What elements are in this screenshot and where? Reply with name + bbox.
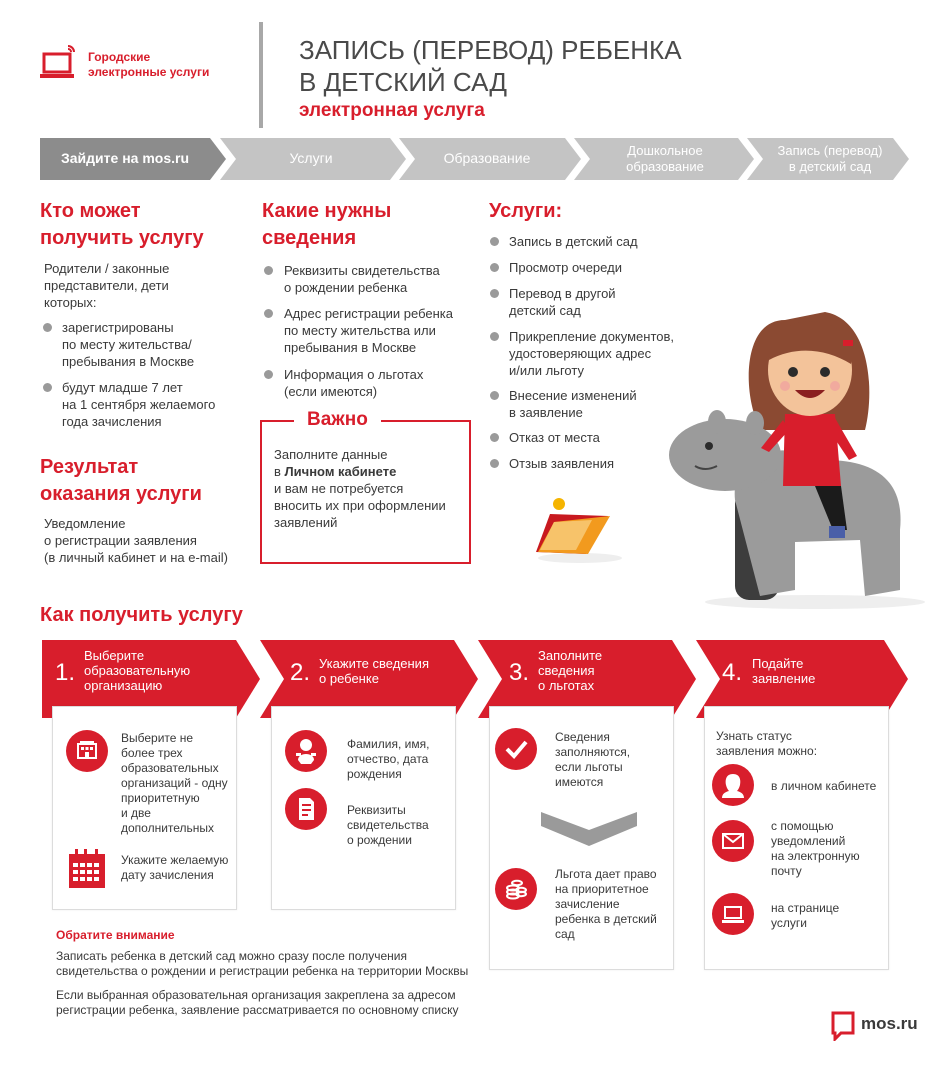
service-item-5b: в заявление [509, 405, 583, 420]
step-2-line2: о ребенке [319, 671, 379, 686]
important-line1: Заполните данные [274, 447, 388, 462]
step-1-line2: образовательную [84, 663, 191, 678]
document-icon [285, 788, 327, 830]
service-item-4b: удостоверяющих адрес [509, 346, 652, 361]
step-3-number: 3. [509, 659, 530, 686]
result-text-3: (в личный кабинет и на e-mail) [44, 550, 228, 565]
school-icon [66, 730, 108, 772]
p4-c-2: услуги [771, 916, 807, 930]
info-title-line2: сведения [262, 227, 357, 249]
calendar-icon [67, 848, 107, 890]
info-b1-1: Реквизиты свидетельства [284, 263, 440, 278]
step-1-line1: Выберите [84, 648, 145, 663]
who-b1-3: пребывания в Москве [62, 354, 195, 369]
p3-b-4: ребенка в детский [555, 912, 657, 926]
service-item-4a: Прикрепление документов, [509, 329, 675, 344]
p1-a-4: организаций - одну [121, 776, 228, 790]
service-item-1: Запись в детский сад [509, 234, 638, 249]
p3-b-5: сад [555, 927, 575, 941]
p3-a-1: Сведения [555, 730, 610, 744]
p3-b-1: Льгота дает право [555, 867, 657, 881]
p2-a-2: отчество, дата [347, 752, 429, 766]
note-title: Обратите внимание [56, 928, 175, 942]
who-b1-2: по месту жительства/ [62, 337, 192, 352]
user-icon [712, 764, 754, 806]
p3-a-3: если льготы [555, 760, 623, 774]
p2-b-1: Реквизиты [347, 803, 406, 817]
p4-b-4: почту [771, 864, 802, 878]
who-intro-1: Родители / законные [44, 261, 170, 276]
who-b2-3: года зачисления [62, 414, 162, 429]
step-3-line2: сведения [538, 663, 595, 678]
p1-a-1: Выберите не [121, 731, 194, 745]
p3-a-2: заполняются, [555, 745, 631, 759]
bullet [490, 289, 499, 298]
p3-b-2: на приоритетное [555, 882, 649, 896]
bullet [43, 323, 52, 332]
p4-b-3: на электронную [771, 849, 860, 863]
p4-intro-1: Узнать статус [716, 729, 792, 743]
p2-b-3: о рождении [347, 833, 412, 847]
p3-a-4: имеются [555, 775, 604, 789]
girl-on-hippo-illustration [665, 290, 940, 615]
mail-icon [712, 820, 754, 862]
how-title: Как получить услугу [40, 604, 243, 626]
info-b3-1: Информация о льготах [284, 367, 424, 382]
coins-icon [495, 868, 537, 910]
result-title-line2: оказания услуги [40, 483, 202, 505]
breadcrumb-label-4a: Дошкольное [627, 143, 703, 158]
p4-b-2: уведомлений [771, 834, 846, 848]
service-item-5a: Внесение изменений [509, 388, 637, 403]
bullet [264, 266, 273, 275]
step-3-line3: о льготах [538, 678, 595, 693]
info-b2-2: по месту жительства или [284, 323, 436, 338]
p2-a-1: Фамилия, имя, [347, 737, 430, 751]
step-1-number: 1. [55, 659, 76, 686]
checkmark-icon [495, 728, 537, 770]
services-title: Услуги: [489, 200, 563, 222]
info-title-line1: Какие нужны [262, 200, 392, 222]
service-item-4c: и/или льготу [509, 363, 584, 378]
breadcrumb-label-3: Образование [443, 150, 531, 166]
breadcrumb-label-2: Услуги [289, 150, 333, 166]
note-p2-1: Если выбранная образовательная организация закреплена за адресом [56, 988, 456, 1002]
laptop-icon [712, 893, 754, 935]
step-1-line3: организацию [84, 678, 163, 693]
p1-a-3: образовательных [121, 761, 219, 775]
who-intro-2: представители, дети [44, 278, 169, 293]
info-b1-2: о рождении ребенка [284, 280, 408, 295]
bullet [490, 237, 499, 246]
wallet-illustration [530, 494, 630, 566]
p1-b-1: Укажите желаемую [121, 853, 229, 867]
logo-line2: электронные услуги [88, 65, 210, 79]
service-item-6: Отказ от места [509, 430, 600, 445]
note-p1-2: свидетельства о рождении и регистрации ребенка на территории Москвы [56, 964, 469, 978]
step-3-line1: Заполните [538, 648, 603, 663]
service-item-7: Отзыв заявления [509, 456, 615, 471]
p1-b-2: дату зачисления [121, 868, 214, 882]
info-b2-3: пребывания в Москве [284, 340, 417, 355]
who-b2-1: будут младше 7 лет [62, 380, 183, 395]
laptop-icon [40, 44, 80, 82]
logo-line1: Городские [88, 50, 151, 64]
step-2-number: 2. [290, 659, 311, 686]
header-divider [259, 22, 263, 128]
p2-a-3: рождения [347, 767, 402, 781]
note-p1-1: Записать ребенка в детский сад можно сразу после получения [56, 949, 407, 963]
breadcrumb-label-4b: образование [626, 159, 704, 174]
baby-icon [285, 730, 327, 772]
result-text-2: о регистрации заявления [44, 533, 197, 548]
bullet [490, 263, 499, 272]
p1-a-5: приоритетную [121, 791, 200, 805]
bullet [490, 433, 499, 442]
page-title-line1: ЗАПИСЬ (ПЕРЕВОД) РЕБЕНКА [299, 35, 682, 65]
p1-a-2: более трех [121, 746, 183, 760]
info-b3-2: (если имеются) [284, 384, 378, 399]
service-item-3b: детский сад [509, 303, 581, 318]
chevron-down-icon [541, 812, 637, 846]
page-title-line2: В ДЕТСКИЙ САД [299, 67, 507, 97]
footer-brand[interactable]: mos.ru [861, 1014, 918, 1033]
p1-a-7: дополнительных [121, 821, 215, 835]
p3-b-3: зачисление [555, 897, 620, 911]
important-title: Важно [294, 409, 381, 431]
step-2-line1: Укажите сведения [319, 656, 429, 671]
result-text-1: Уведомление [44, 516, 126, 531]
bullet [43, 383, 52, 392]
bullet [264, 370, 273, 379]
who-intro-3: которых: [44, 295, 97, 310]
p4-b-1: с помощью [771, 819, 834, 833]
who-title-line2: получить услугу [40, 227, 204, 249]
important-line2-pre: в [274, 464, 285, 479]
step-4-line2: заявление [752, 671, 816, 686]
bullet [264, 309, 273, 318]
note-p2-2: регистрации ребенка, заявление рассматривается по основному списку [56, 1003, 459, 1017]
bullet [490, 391, 499, 400]
who-b2-2: на 1 сентября желаемого [62, 397, 216, 412]
bullet [490, 459, 499, 468]
p2-b-2: свидетельства [347, 818, 429, 832]
page-subtitle: электронная услуга [299, 100, 485, 121]
important-line5: заявлений [274, 515, 338, 530]
p4-c-1: на странице [771, 901, 840, 915]
service-item-2: Просмотр очереди [509, 260, 622, 275]
who-title-line1: Кто может [40, 200, 141, 222]
logo [40, 44, 240, 84]
p4-intro-2: заявления можно: [716, 744, 818, 758]
who-b1-1: зарегистрированы [62, 320, 174, 335]
service-item-3a: Перевод в другой [509, 286, 616, 301]
result-title-line1: Результат [40, 456, 139, 478]
mosru-logo-icon [831, 1011, 857, 1041]
step-4-number: 4. [722, 659, 743, 686]
p4-a-1: в личном кабинете [771, 779, 877, 793]
p1-a-6: и две [121, 806, 151, 820]
important-line3: и вам не потребуется [274, 481, 404, 496]
breadcrumb-label-5b: в детский сад [788, 159, 872, 174]
important-line4: вносить их при оформлении [274, 498, 446, 513]
info-b2-1: Адрес регистрации ребенка [284, 306, 454, 321]
breadcrumb-label-5a: Запись (перевод) [777, 143, 883, 158]
important-line2-bold: Личном кабинете [284, 464, 397, 479]
bullet [490, 332, 499, 341]
breadcrumb-label-1: Зайдите на mos.ru [61, 150, 189, 166]
step-4-line1: Подайте [752, 656, 804, 671]
